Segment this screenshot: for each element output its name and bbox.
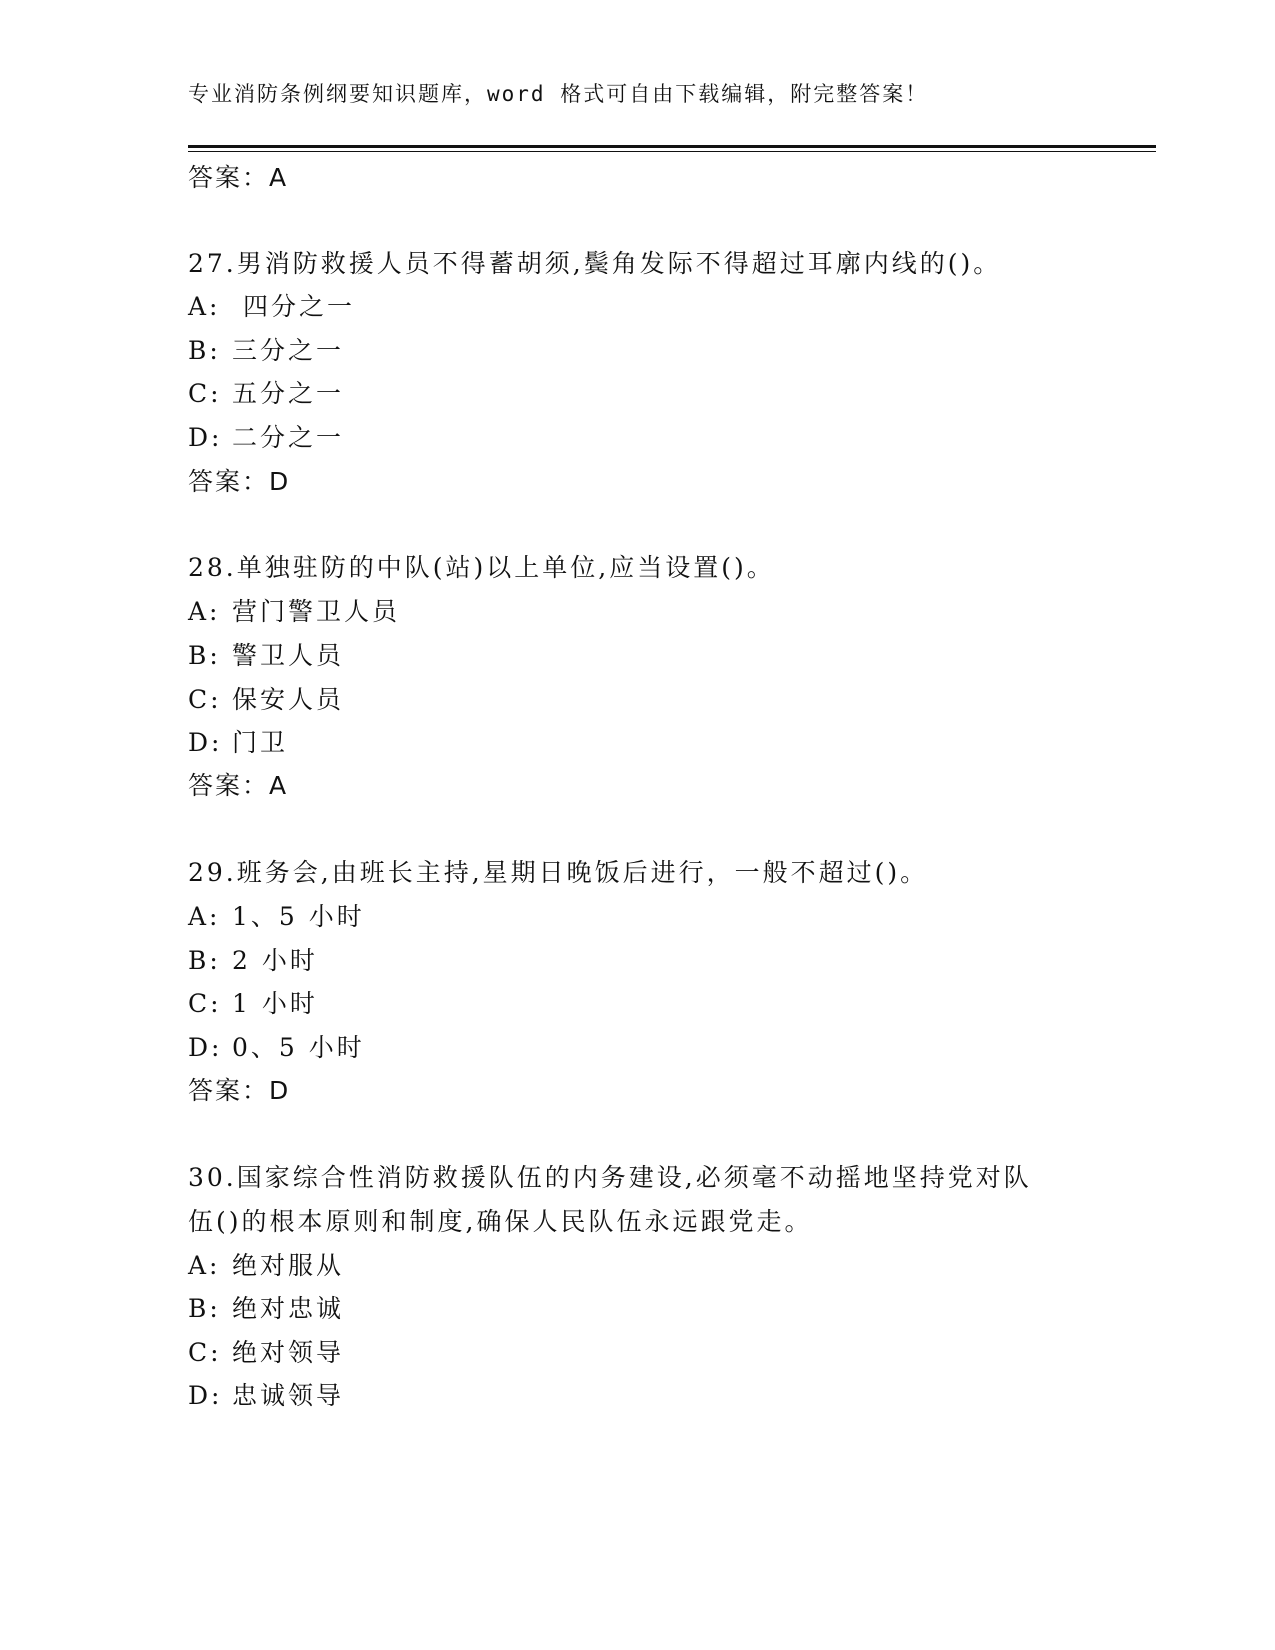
question-28-answer: 答案：A [188,771,289,800]
question-28-stem: 28.单独驻防的中队(站)以上单位,应当设置()。 [188,553,775,582]
question-30-stem-line-1: 30.国家综合性消防救援队伍的内务建设,必须毫不动摇地坚持党对队 [188,1163,1032,1192]
question-29-option-b: B: 2 小时 [188,946,318,975]
question-28-option-c: C: 保安人员 [188,685,345,714]
question-28-option-a: A: 营门警卫人员 [188,597,401,626]
prev-answer: 答案：A [188,163,289,192]
question-30-option-b: B: 绝对忠诚 [188,1294,345,1323]
question-27-stem: 27.男消防救援人员不得蓄胡须,鬓角发际不得超过耳廓内线的()。 [188,249,1002,278]
question-27-option-a: A: 四分之一 [188,292,355,321]
question-27-option-b: B: 三分之一 [188,336,345,365]
page-header: 专业消防条例纲要知识题库，word 格式可自由下载编辑，附完整答案！ [188,82,929,106]
question-30-option-a: A: 绝对服从 [188,1251,345,1280]
question-29-option-c: C: 1 小时 [188,989,318,1018]
question-29-option-d: D: 0、5 小时 [188,1033,365,1062]
header-rule-thick [188,145,1156,148]
question-28-option-d: D: 门卫 [188,728,289,757]
question-29-answer: 答案：D [188,1076,291,1105]
question-30-option-d: D: 忠诚领导 [188,1381,345,1410]
question-27-option-d: D: 二分之一 [188,423,345,452]
question-27-answer: 答案：D [188,467,291,496]
question-27-option-c: C: 五分之一 [188,379,345,408]
question-29-option-a: A: 1、5 小时 [188,902,365,931]
question-30-option-c: C: 绝对领导 [188,1338,345,1367]
question-28-option-b: B: 警卫人员 [188,641,345,670]
header-rule-thin [188,151,1156,152]
question-29-stem: 29.班务会,由班长主持,星期日晚饭后进行，一般不超过()。 [188,858,929,887]
question-30-stem-line-2: 伍()的根本原则和制度,确保人民队伍永远跟党走。 [188,1207,813,1236]
